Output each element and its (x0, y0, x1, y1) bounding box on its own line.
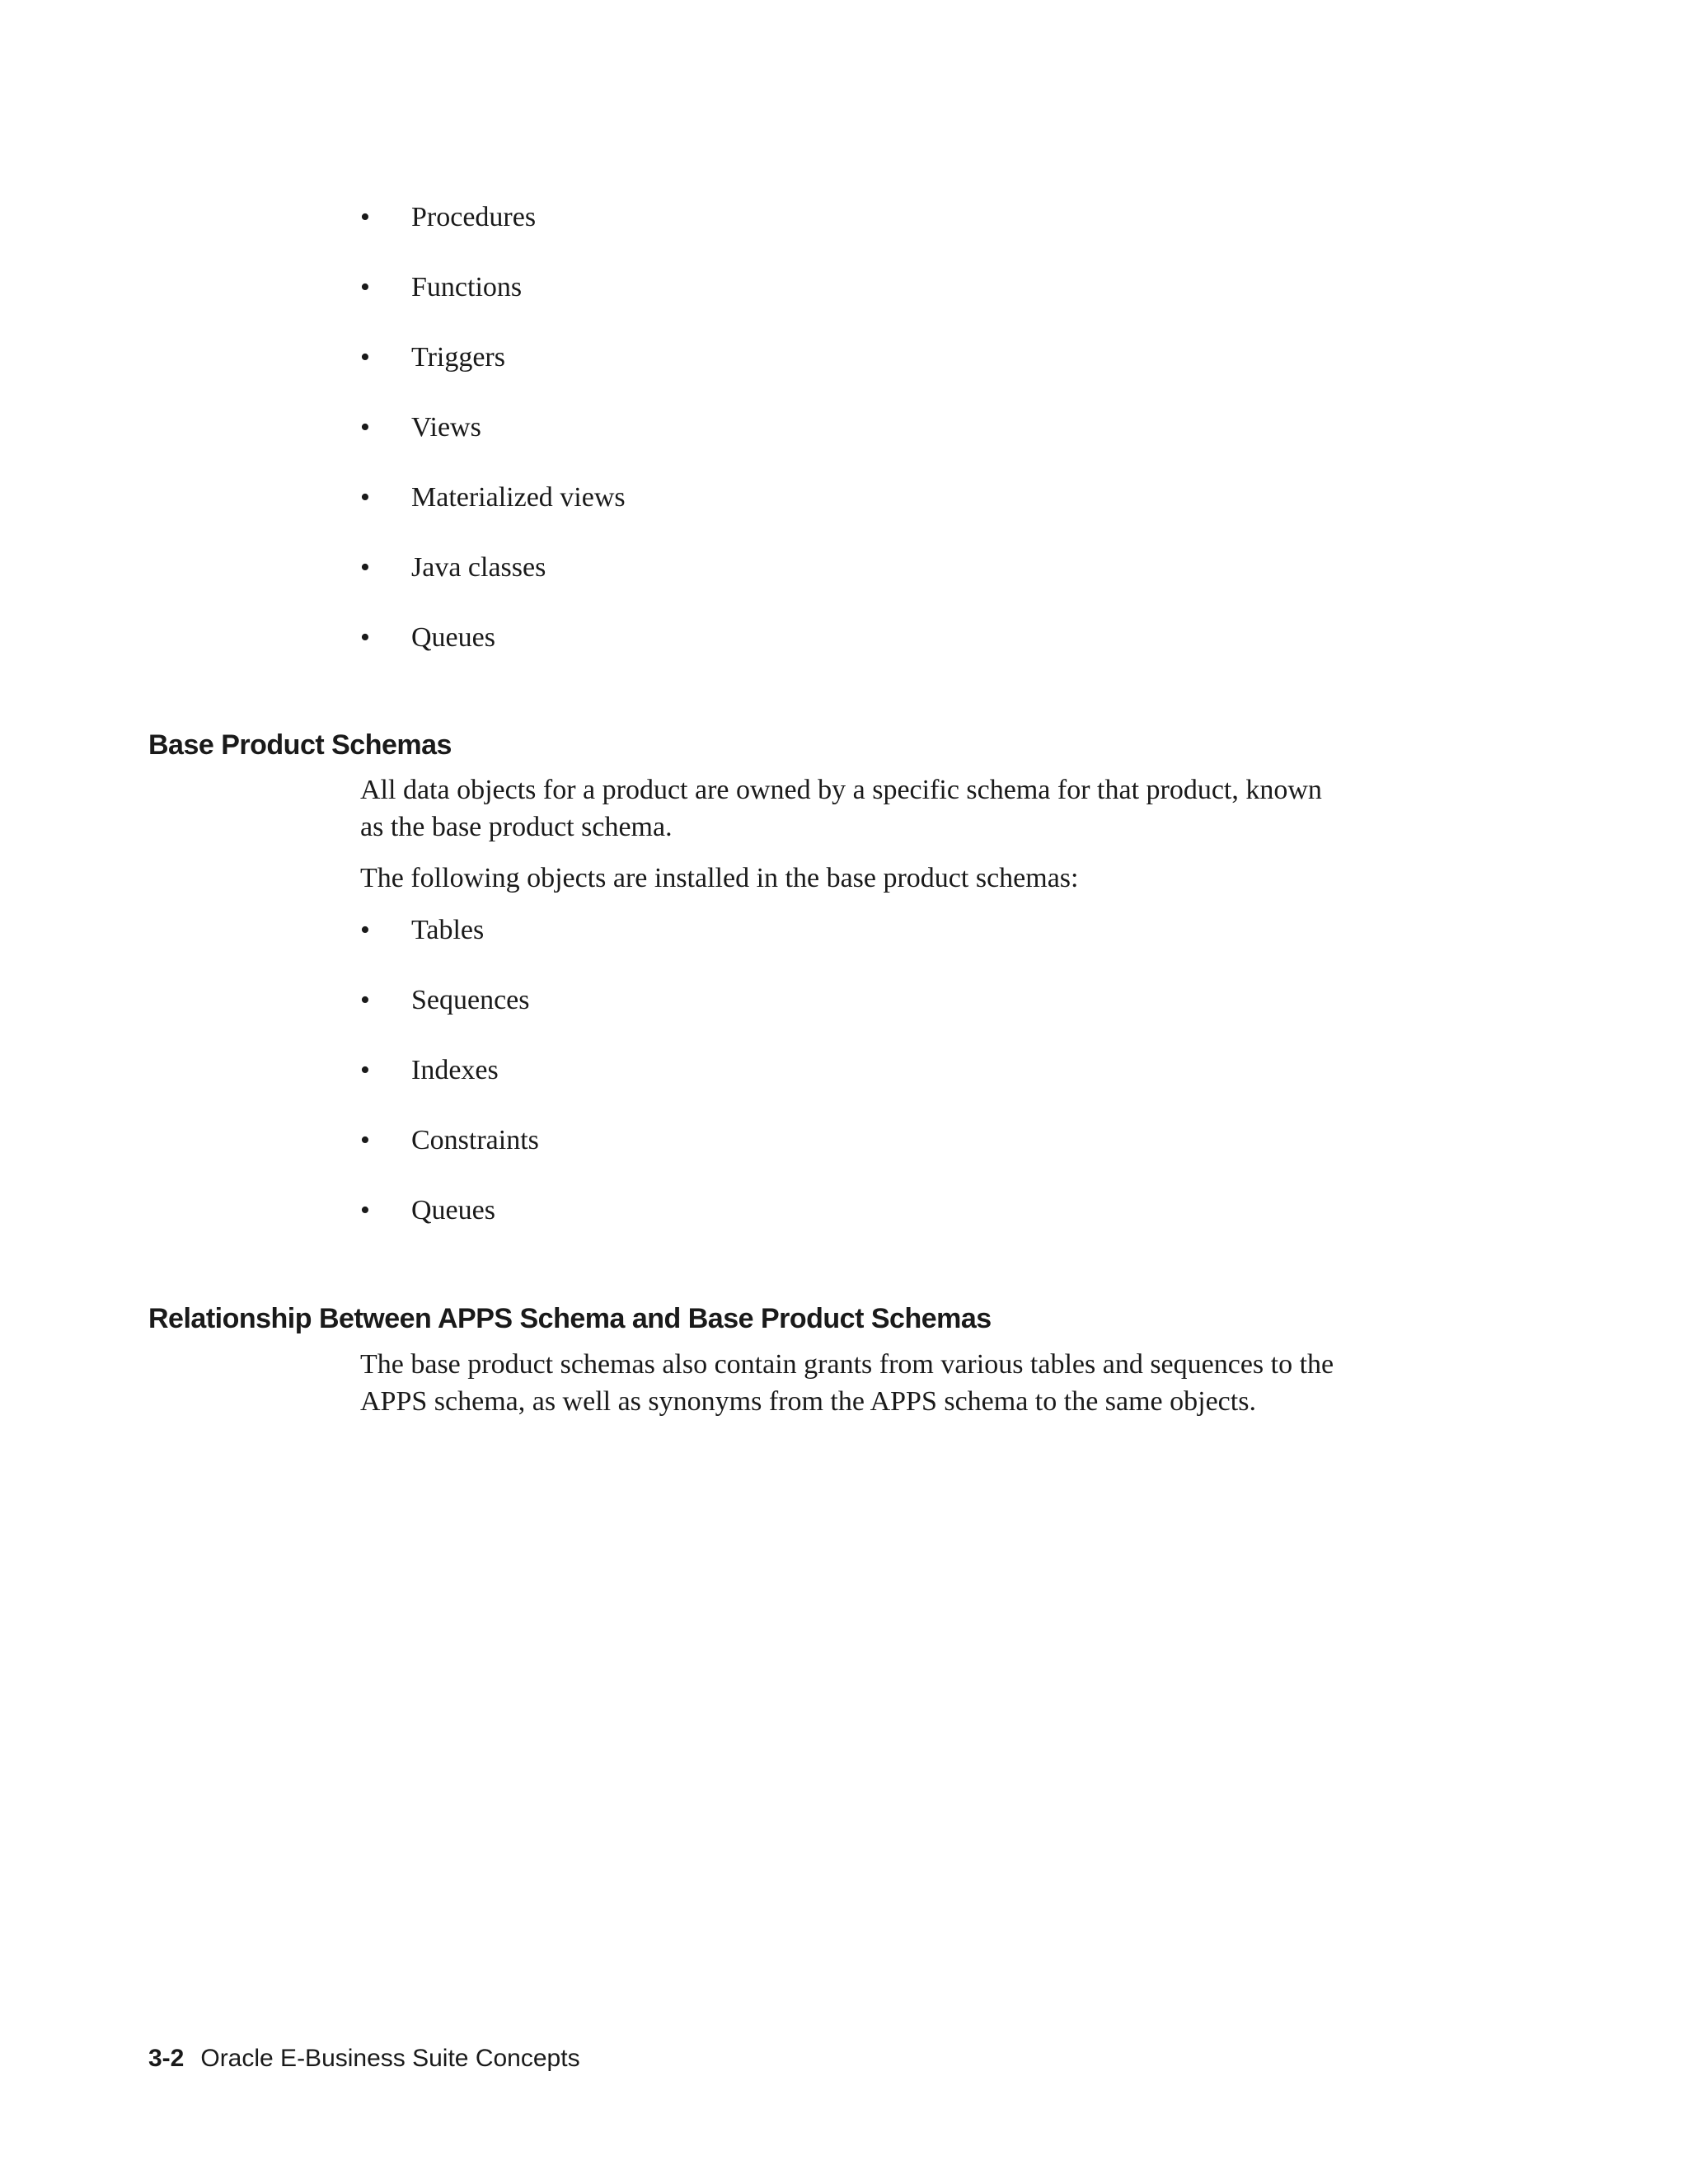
bullet-icon: • (360, 202, 370, 232)
paragraph-line: The base product schemas also contain grants from various tables and sequences to the (360, 1349, 1334, 1380)
list-item-text: Views (411, 412, 481, 443)
bullet-icon: • (360, 482, 370, 513)
list-item-text: Materialized views (411, 482, 626, 513)
body-paragraph (360, 1346, 1432, 1420)
paragraph-line: as the base product schema. (360, 812, 673, 842)
body-paragraph: The following objects are installed in the base product schemas: (360, 863, 1079, 893)
list-item-text: Sequences (411, 985, 530, 1015)
paragraph-line: APPS schema, as well as synonyms from the APPS schema to the same objects. (360, 1386, 1256, 1417)
bullet-icon: • (360, 342, 370, 373)
list-item-text: Functions (411, 272, 523, 302)
paragraph-line: All data objects for a product are owned by a specific schema for that product, known (360, 775, 1322, 805)
section-heading-base-product-schemas: Base Product Schemas (148, 729, 452, 761)
bullet-icon: • (360, 1055, 370, 1085)
bullet-icon: • (360, 1195, 370, 1226)
list-item-text: Indexes (411, 1055, 499, 1085)
bullet-icon: • (360, 272, 370, 302)
list-item-text: Triggers (411, 342, 505, 373)
list-item-text: Tables (411, 915, 485, 945)
list-item-text: Constraints (411, 1125, 539, 1155)
bullet-icon: • (360, 1125, 370, 1155)
list-item-text: Queues (411, 622, 495, 653)
bullet-icon: • (360, 412, 370, 443)
bullet-icon: • (360, 985, 370, 1015)
page-number: 3-2 (148, 2045, 185, 2072)
page-footer (148, 2044, 580, 2074)
body-paragraph (360, 771, 1432, 846)
list-item-text: Queues (411, 1195, 495, 1226)
bullet-icon: • (360, 552, 370, 583)
list-item-text: Java classes (411, 552, 546, 583)
section-heading-relationship: Relationship Between APPS Schema and Base Product Schemas (148, 1303, 992, 1334)
book-title: Oracle E-Business Suite Concepts (200, 2045, 580, 2072)
bullet-icon: • (360, 915, 370, 945)
list-item-text: Procedures (411, 202, 537, 232)
bullet-icon: • (360, 622, 370, 653)
